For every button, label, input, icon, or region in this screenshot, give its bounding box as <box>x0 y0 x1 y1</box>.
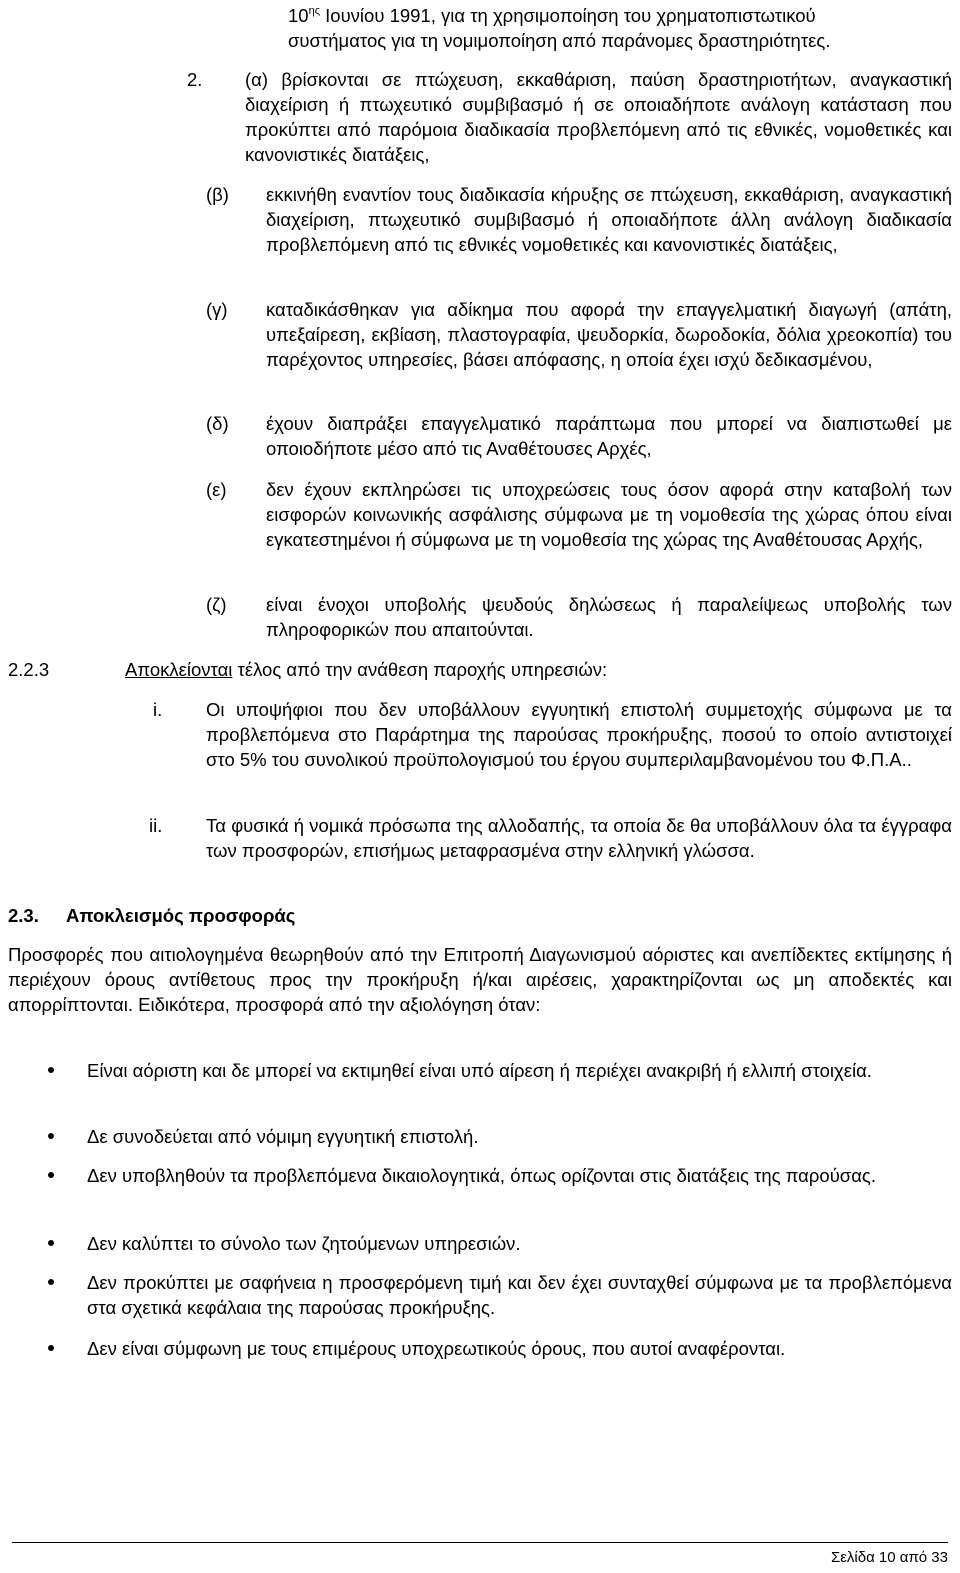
section-23-title: Αποκλεισμός προσφοράς <box>66 905 296 926</box>
page-number: Σελίδα 10 από 33 <box>830 1549 948 1566</box>
bullet-text: Δεν υποβληθούν τα προβλεπόμενα δικαιολογητικά, όπως ορίζονται στις διατάξεις της παρούσας. <box>87 1165 876 1186</box>
section-23-number: 2.3. <box>8 905 39 926</box>
sub-item-label: (β) <box>206 184 229 205</box>
bullet-text: Δε συνοδεύεται από νόμιμη εγγυητική επιστολή. <box>87 1126 479 1147</box>
bullet-text: Δεν είναι σύμφωνη με τους επιμέρους υποχρεωτικούς όρους, που αυτοί αναφέρονται. <box>87 1338 786 1359</box>
bullet-dot <box>48 1345 54 1351</box>
footer-divider <box>12 1542 948 1543</box>
roman-item-label: i. <box>153 699 163 720</box>
bullet-text: Δεν προκύπτει με σαφήνεια η προσφερόμενη τιμή και δεν έχει συνταχθεί σύμφωνα με τα προβλεπόμενα στα σχετικά κεφάλαια της παρούσας προκήρυξης. <box>87 1272 952 1318</box>
intro-paragraph <box>288 3 952 53</box>
bullet-dot <box>48 1067 54 1073</box>
roman-item-text: Τα φυσικά ή νομικά πρόσωπα της αλλοδαπής, τα οποία δε θα υποβάλλουν όλα τα έγγραφα των προσφορών, επισήμως μεταφρασμένα στην ελληνική γλώσσα. <box>206 815 952 861</box>
sub-item-text: είναι ένοχοι υποβολής ψευδούς δηλώσεως ή παραλείψεως υποβολής των πληροφορικών που απαιτούνται. <box>266 594 952 640</box>
intro-line2: συστήματος για τη νομιμοποίηση από παράνομες δραστηριότητες. <box>288 30 831 51</box>
sub-item-label: (δ) <box>206 413 229 434</box>
section-223-number: 2.2.3 <box>8 659 50 680</box>
bullet-dot <box>48 1172 54 1178</box>
bullet-dot <box>48 1279 54 1285</box>
section-223-heading-underlined: Αποκλείονται <box>125 659 233 680</box>
section-223-heading-rest: τέλος από την ανάθεση παροχής υπηρεσιών: <box>232 659 608 680</box>
intro-day-suffix: ης <box>308 5 320 17</box>
sub-item-text: καταδικάσθηκαν για αδίκημα που αφορά την επαγγελματική διαγωγή (απάτη, υπεξαίρεση, εκβίαση, πλαστογραφία, ψευδορκία, δωροδοκία, δόλια χρεοκοπία) του παρέχοντος υπηρεσίες, βάσει απόφασης, η οποία έχει ισχύ δεδικασμένου, <box>266 299 952 370</box>
sub-item-text: δεν έχουν εκπληρώσει τις υποχρεώσεις τους όσον αφορά στην καταβολή των εισφορών κοινωνικής ασφάλισης σύμφωνα με τη νομοθεσία της χώρας όπου είναι εγκατεστημένοι ή σύμφωνα με τη νομοθεσία της χώρας της Αναθέτουσας Αρχής, <box>266 479 952 550</box>
roman-item-text: Οι υποψήφιοι που δεν υποβάλλουν εγγυητική επιστολή συμμετοχής σύμφωνα με τα προβλεπόμενα στο Παράρτημα της παρούσας προκήρυξης, ποσού το οποίο αντιστοιχεί στο 5% του συνολικού προϋπολογισμού του έργου συμπεριλαμβανομένου του Φ.Π.Α.. <box>206 699 952 770</box>
item2-a-text: (α) βρίσκονται σε πτώχευση, εκκαθάριση, παύση δραστηριοτήτων, αναγκαστική διαχείριση ή πτωχευτικό συμβιβασμό ή σε οποιαδήποτε ανάλογη κατάσταση που προκύπτει από παρόμοια διαδικασία προβλεπόμενη από τις εθνικές, νομοθετικές και κανονιστικές διατάξεις, <box>245 69 952 165</box>
sub-item-text: έχουν διαπράξει επαγγελματικό παράπτωμα που μπορεί να διαπιστωθεί με οποιοδήποτε μέσο από τις Αναθέτουσες Αρχές, <box>266 413 952 459</box>
bullet-dot <box>48 1240 54 1246</box>
bullet-text: Είναι αόριστη και δε μπορεί να εκτιμηθεί είναι υπό αίρεση ή περιέχει ανακριβή ή ελλιπή στοιχεία. <box>87 1060 872 1081</box>
roman-item-label: ii. <box>149 815 163 836</box>
section-223-heading <box>125 657 607 682</box>
intro-day: 10 <box>288 5 309 26</box>
intro-line1: Ιουνίου 1991, για τη χρησιμοποίηση του χρηματοπιστωτικού <box>320 5 816 26</box>
bullet-text: Δεν καλύπτει το σύνολο των ζητούμενων υπηρεσιών. <box>87 1233 521 1254</box>
sub-item-text: εκκινήθη εναντίον τους διαδικασία κήρυξης σε πτώχευση, εκκαθάριση, αναγκαστική διαχείριση, πτωχευτικό συμβιβασμό ή οποιαδήποτε άλλη ανάλογη διαδικασία προβλεπόμενη από τις εθνικές νομοθετικές και κανονιστικές διατάξεις, <box>266 184 952 255</box>
sub-item-label: (ε) <box>206 479 227 500</box>
sub-item-label: (ζ) <box>206 594 227 615</box>
section-23-paragraph: Προσφορές που αιτιολογημένα θεωρηθούν από την Επιτροπή Διαγωνισμού αόριστες και ανεπίδεκτες εκτίμησης ή περιέχουν όρους αντίθετους προς την προκήρυξη ή/και αιρέσεις, χαρακτηρίζονται ως μη αποδεκτές και απορρίπτονται. Ειδικότερα, προσφορά από την αξιολόγηση όταν: <box>8 944 952 1015</box>
item2-number: 2. <box>187 69 203 90</box>
sub-item-label: (γ) <box>206 299 228 320</box>
bullet-dot <box>48 1133 54 1139</box>
